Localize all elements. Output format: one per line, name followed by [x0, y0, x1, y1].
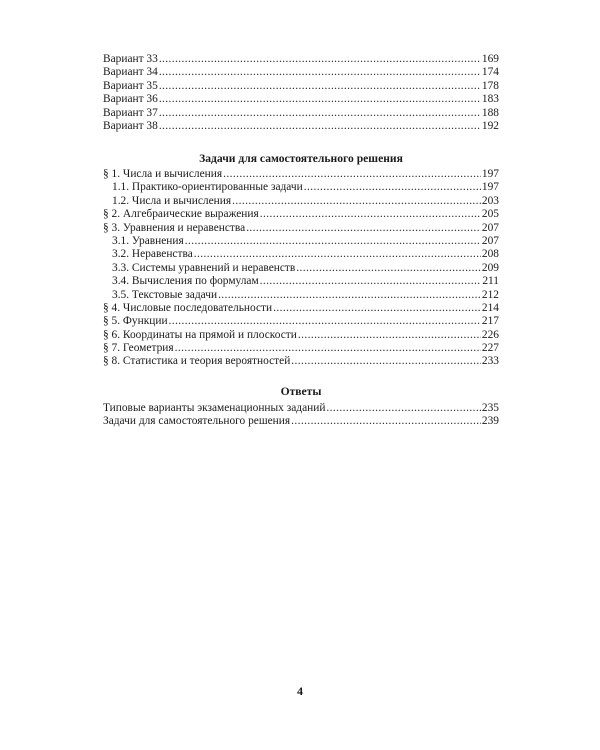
toc-entry-variant-38: [103, 120, 499, 133]
toc-entry-page: 211: [482, 275, 499, 288]
toc-entry-page: 188: [481, 106, 499, 119]
toc-entry-label: Типовые варианты экзаменационных заданий: [103, 402, 326, 414]
toc-entry-page: 203: [481, 194, 499, 207]
toc-entry-page: 169: [481, 53, 499, 65]
toc-leader-dots: [304, 181, 481, 194]
answers-list: [103, 402, 499, 429]
answers-heading: Ответы: [280, 385, 322, 398]
toc-leader-dots: [159, 80, 481, 93]
toc-entry-label: § 8. Статистика и теория вероятностей: [103, 355, 291, 368]
toc-entry-label: 3.3. Системы уравнений и неравенств: [112, 261, 296, 274]
toc-entry-section-1: [103, 168, 499, 181]
toc-leader-dots: [273, 302, 481, 315]
toc-leader-dots: [326, 402, 480, 415]
toc-leader-dots: [194, 248, 481, 261]
toc-leader-dots: [169, 315, 481, 328]
toc-entry-page: 183: [481, 93, 499, 106]
toc-entry-page: 227: [481, 342, 499, 355]
toc-entry-page: 214: [481, 301, 499, 314]
toc-entry-section-5: [103, 315, 499, 328]
toc-entry-label: Вариант 33: [103, 53, 158, 65]
toc-entry-label: Задачи для самостоятельного решения: [103, 415, 291, 428]
toc-leader-dots: [298, 329, 481, 342]
toc-entry-label: 1.2. Числа и вычисления: [112, 194, 232, 207]
toc-entry-page: 197: [481, 181, 499, 194]
toc-leader-dots: [218, 289, 481, 302]
toc-entry-label: § 6. Координаты на прямой и плоскости: [103, 328, 297, 341]
toc-entry-page: 226: [481, 328, 499, 341]
toc-entry-label: Вариант 34: [103, 66, 158, 79]
toc-entry-label: § 1. Числа и вычисления: [103, 168, 223, 180]
toc-entry-label: 3.4. Вычисления по формулам: [112, 275, 259, 288]
toc-entry-label: Вариант 37: [103, 106, 158, 119]
toc-entry-page: 233: [481, 355, 499, 368]
toc-entry-label: § 4. Числовые последовательности: [103, 301, 273, 314]
toc-entry-subsection-3-3: [103, 262, 499, 275]
toc-leader-dots: [159, 107, 481, 120]
toc-entry-page: 178: [481, 79, 499, 92]
toc-entry-variant-36: [103, 93, 499, 106]
toc-leader-dots: [223, 168, 481, 181]
toc-entry-subsection-3-4: [103, 275, 499, 288]
toc-entry-label: Вариант 36: [103, 93, 158, 106]
toc-entry-label: 3.2. Неравенства: [112, 248, 193, 261]
toc-entry-label: § 7. Геометрия: [103, 342, 174, 355]
toc-entry-label: § 2. Алгебраические выражения: [103, 208, 259, 221]
toc-leader-dots: [260, 208, 481, 221]
toc-entry-page: 212: [481, 288, 499, 301]
toc-leader-dots: [159, 53, 481, 66]
toc-leader-dots: [185, 235, 481, 248]
toc-entry-subsection-3-5: [103, 289, 499, 302]
toc-entry-subsection-1-1: [103, 181, 499, 194]
toc-entry-subsection-1-2: [103, 195, 499, 208]
self-study-heading: Задачи для самостоятельного решения: [199, 152, 403, 165]
toc-entry-label: 3.1. Уравнения: [112, 234, 184, 247]
toc-entry-variant-33: [103, 53, 499, 66]
toc-entry-page: 197: [481, 168, 499, 180]
toc-entry-section-7: [103, 342, 499, 355]
toc-entry-label: § 3. Уравнения и неравенства: [103, 221, 246, 234]
toc-leader-dots: [260, 275, 482, 288]
toc-entry-answers-self-study: [103, 415, 499, 428]
toc-entry-variant-37: [103, 107, 499, 120]
toc-entry-page: 207: [481, 221, 499, 234]
page-number: 4: [297, 684, 303, 698]
self-study-list: [103, 168, 499, 369]
toc-leader-dots: [159, 120, 481, 133]
toc-entry-section-8: [103, 355, 499, 368]
toc-entry-page: 217: [481, 315, 499, 328]
toc-entry-page: 235: [481, 402, 499, 414]
toc-entry-subsection-3-2: [103, 248, 499, 261]
toc-entry-label: 3.5. Текстовые задачи: [112, 288, 218, 301]
toc-entry-section-3: [103, 222, 499, 235]
toc-entry-page: 192: [481, 119, 499, 132]
toc-entry-variant-34: [103, 66, 499, 79]
toc-entry-label: Вариант 35: [103, 79, 158, 92]
toc-entry-label: Вариант 38: [103, 119, 158, 132]
toc-leader-dots: [246, 222, 481, 235]
toc-entry-page: 205: [481, 208, 499, 221]
toc-entry-page: 208: [481, 248, 499, 261]
toc-entry-label: § 5. Функции: [103, 315, 168, 328]
toc-entry-page: 239: [481, 415, 499, 428]
toc-entry-section-4: [103, 302, 499, 315]
toc-leader-dots: [159, 93, 481, 106]
toc-entry-subsection-3-1: [103, 235, 499, 248]
toc-entry-page: 174: [481, 66, 499, 79]
toc-entry-answers-variants: [103, 402, 499, 415]
toc-entry-section-2: [103, 208, 499, 221]
toc-leader-dots: [232, 195, 481, 208]
toc-leader-dots: [296, 262, 481, 275]
toc-leader-dots: [175, 342, 481, 355]
toc-entry-label: 1.1. Практико-ориентированные задачи: [112, 181, 303, 194]
toc-entry-page: 209: [481, 261, 499, 274]
toc-leader-dots: [159, 66, 481, 79]
toc-leader-dots: [291, 415, 481, 428]
toc-entry-variant-35: [103, 80, 499, 93]
toc-leader-dots: [291, 355, 481, 368]
toc-entry-page: 207: [481, 234, 499, 247]
toc-entry-section-6: [103, 329, 499, 342]
variants-list: [103, 53, 499, 133]
